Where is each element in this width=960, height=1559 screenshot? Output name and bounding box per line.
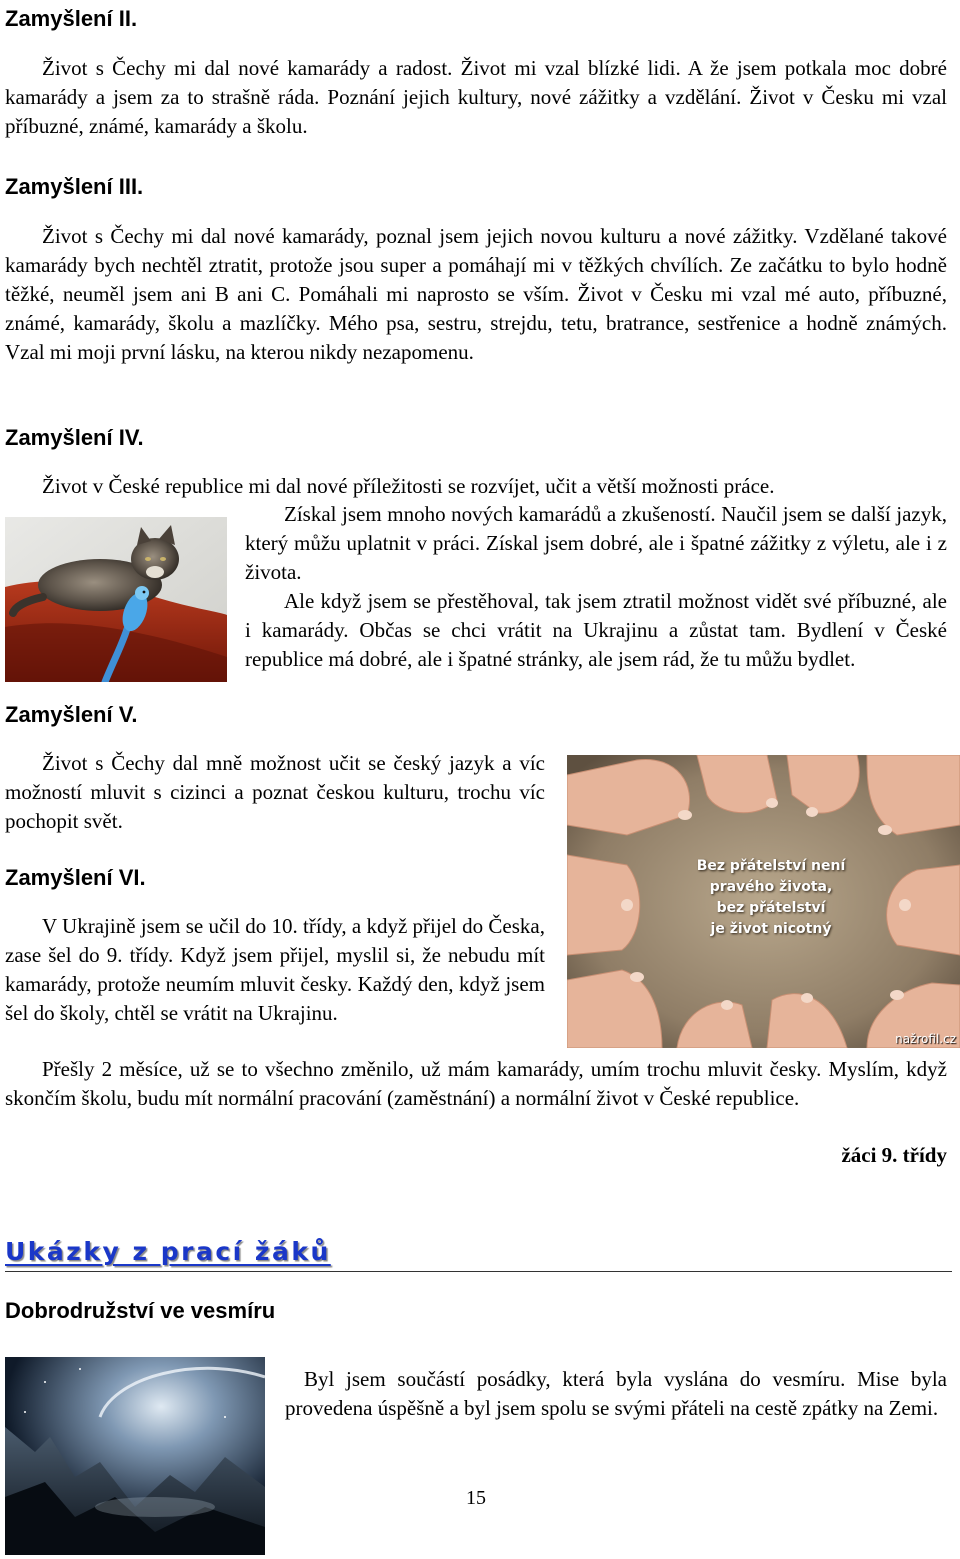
section-title: Ukázky z prací žáků (5, 1237, 331, 1266)
hands-friendship-photo (567, 755, 960, 1048)
paragraph-zamysleni-2: Život s Čechy mi dal nové kamarády a radost. Život mi vzal blízké lidi. A že jsem potkala moc dobré kamarády a jsem za to strašně ráda. Poznání jejich kultury, nové zážitky a vzdělání. Život v Česku mi vzal příbuzné, známé, kamarády a školu. (5, 56, 947, 138)
heading-zamysleni-2: Zamyšlení II. (5, 6, 138, 31)
paragraph-zamysleni-5: Život s Čechy dal mně možnost učit se český jazyk a víc možností mluvit s cizinci a poznat českou kulturu, trochu víc pochopit svět. (5, 751, 545, 833)
heading-zamysleni-6: Zamyšlení VI. (5, 865, 146, 890)
story-heading: Dobrodružství ve vesmíru (5, 1298, 276, 1323)
heading-zamysleni-5: Zamyšlení V. (5, 702, 138, 727)
signature: žáci 9. třídy (841, 1143, 947, 1167)
hands-caption-line-4: je život nicotný (710, 921, 832, 937)
cat-and-parrot-photo (5, 517, 227, 682)
heading-zamysleni-4: Zamyšlení IV. (5, 425, 144, 450)
hands-caption-line-3: bez přátelství (716, 900, 826, 916)
hands-caption-line-1: Bez přátelství není (696, 858, 846, 874)
page-number: 15 (466, 1487, 486, 1509)
paragraph-zamysleni-4-a: Získal jsem mnoho nových kamarádů a zkušeností. Naučil jsem se další jazyk, který můžu uplatnit v práci. Získal jsem dobré, ale i špatné zážitky z výletu, ale i z života. (245, 502, 947, 584)
heading-zamysleni-3: Zamyšlení III. (5, 174, 144, 199)
paragraph-zamysleni-3: Život s Čechy mi dal nové kamarády, poznal jsem jejich novou kulturu a nové zážitky. Vzdělané takové kamarády bych nechtěl ztratit, protože jsou super a pomáhají mi v těžkých chvílích. Ze začátku to bylo hodně těžké, neuměl jsem ani B ani C. Pomáhali mi naprosto se vším. Život v Česku mi vzal mé auto, příbuzné, známé, kamarády, školu a mazlíčky. Mého psa, sestru, strejdu, tetu, bratrance, sestřenice a hodně známých. Vzal mi moji první lásku, na kterou nikdy nezapomenu. (5, 224, 947, 364)
hands-caption-line-2: pravého života, (709, 879, 833, 895)
section-divider (5, 1271, 952, 1272)
paragraph-zamysleni-4-b: Ale když jsem se přestěhoval, tak jsem ztratil možnost vidět své příbuzné, ale i kamarády. Občas se chci vrátit na Ukrajinu a zůstat tam. Bydlení v České republice má dobré, ale i špatné stránky, ale jsem rád, že tu můžu bydlet. (245, 589, 947, 671)
hands-watermark: nažrofil.cz (895, 1032, 956, 1046)
story-paragraph: Byl jsem součástí posádky, která byla vyslána do vesmíru. Mise byla provedena úspěšně a byl jsem spolu se svými přáteli na cestě zpátky na Zemi. (285, 1367, 947, 1420)
paragraph-zamysleni-4-lead: Život v České republice mi dal nové příležitosti se rozvíjet, učit a větší možnosti práce. (42, 474, 775, 498)
space-landscape-photo (5, 1357, 265, 1555)
paragraph-zamysleni-6-a: V Ukrajině jsem se učil do 10. třídy, a když přijel do Česka, zase šel do 9. třídy. Když jsem přijel, myslil si, že nebudu mít kamarády, protože neumím mluvit česky. Každý den, když jsem šel do školy, chtěl se vrátit na Ukrajinu. (5, 914, 545, 1025)
paragraph-zamysleni-6-b: Přešly 2 měsíce, už se to všechno změnilo, už mám kamarády, umím trochu mluvit česky. Myslím, když skončím školu, budu mít normální pracování (zaměstnání) a normální život v České republice. (5, 1057, 947, 1110)
